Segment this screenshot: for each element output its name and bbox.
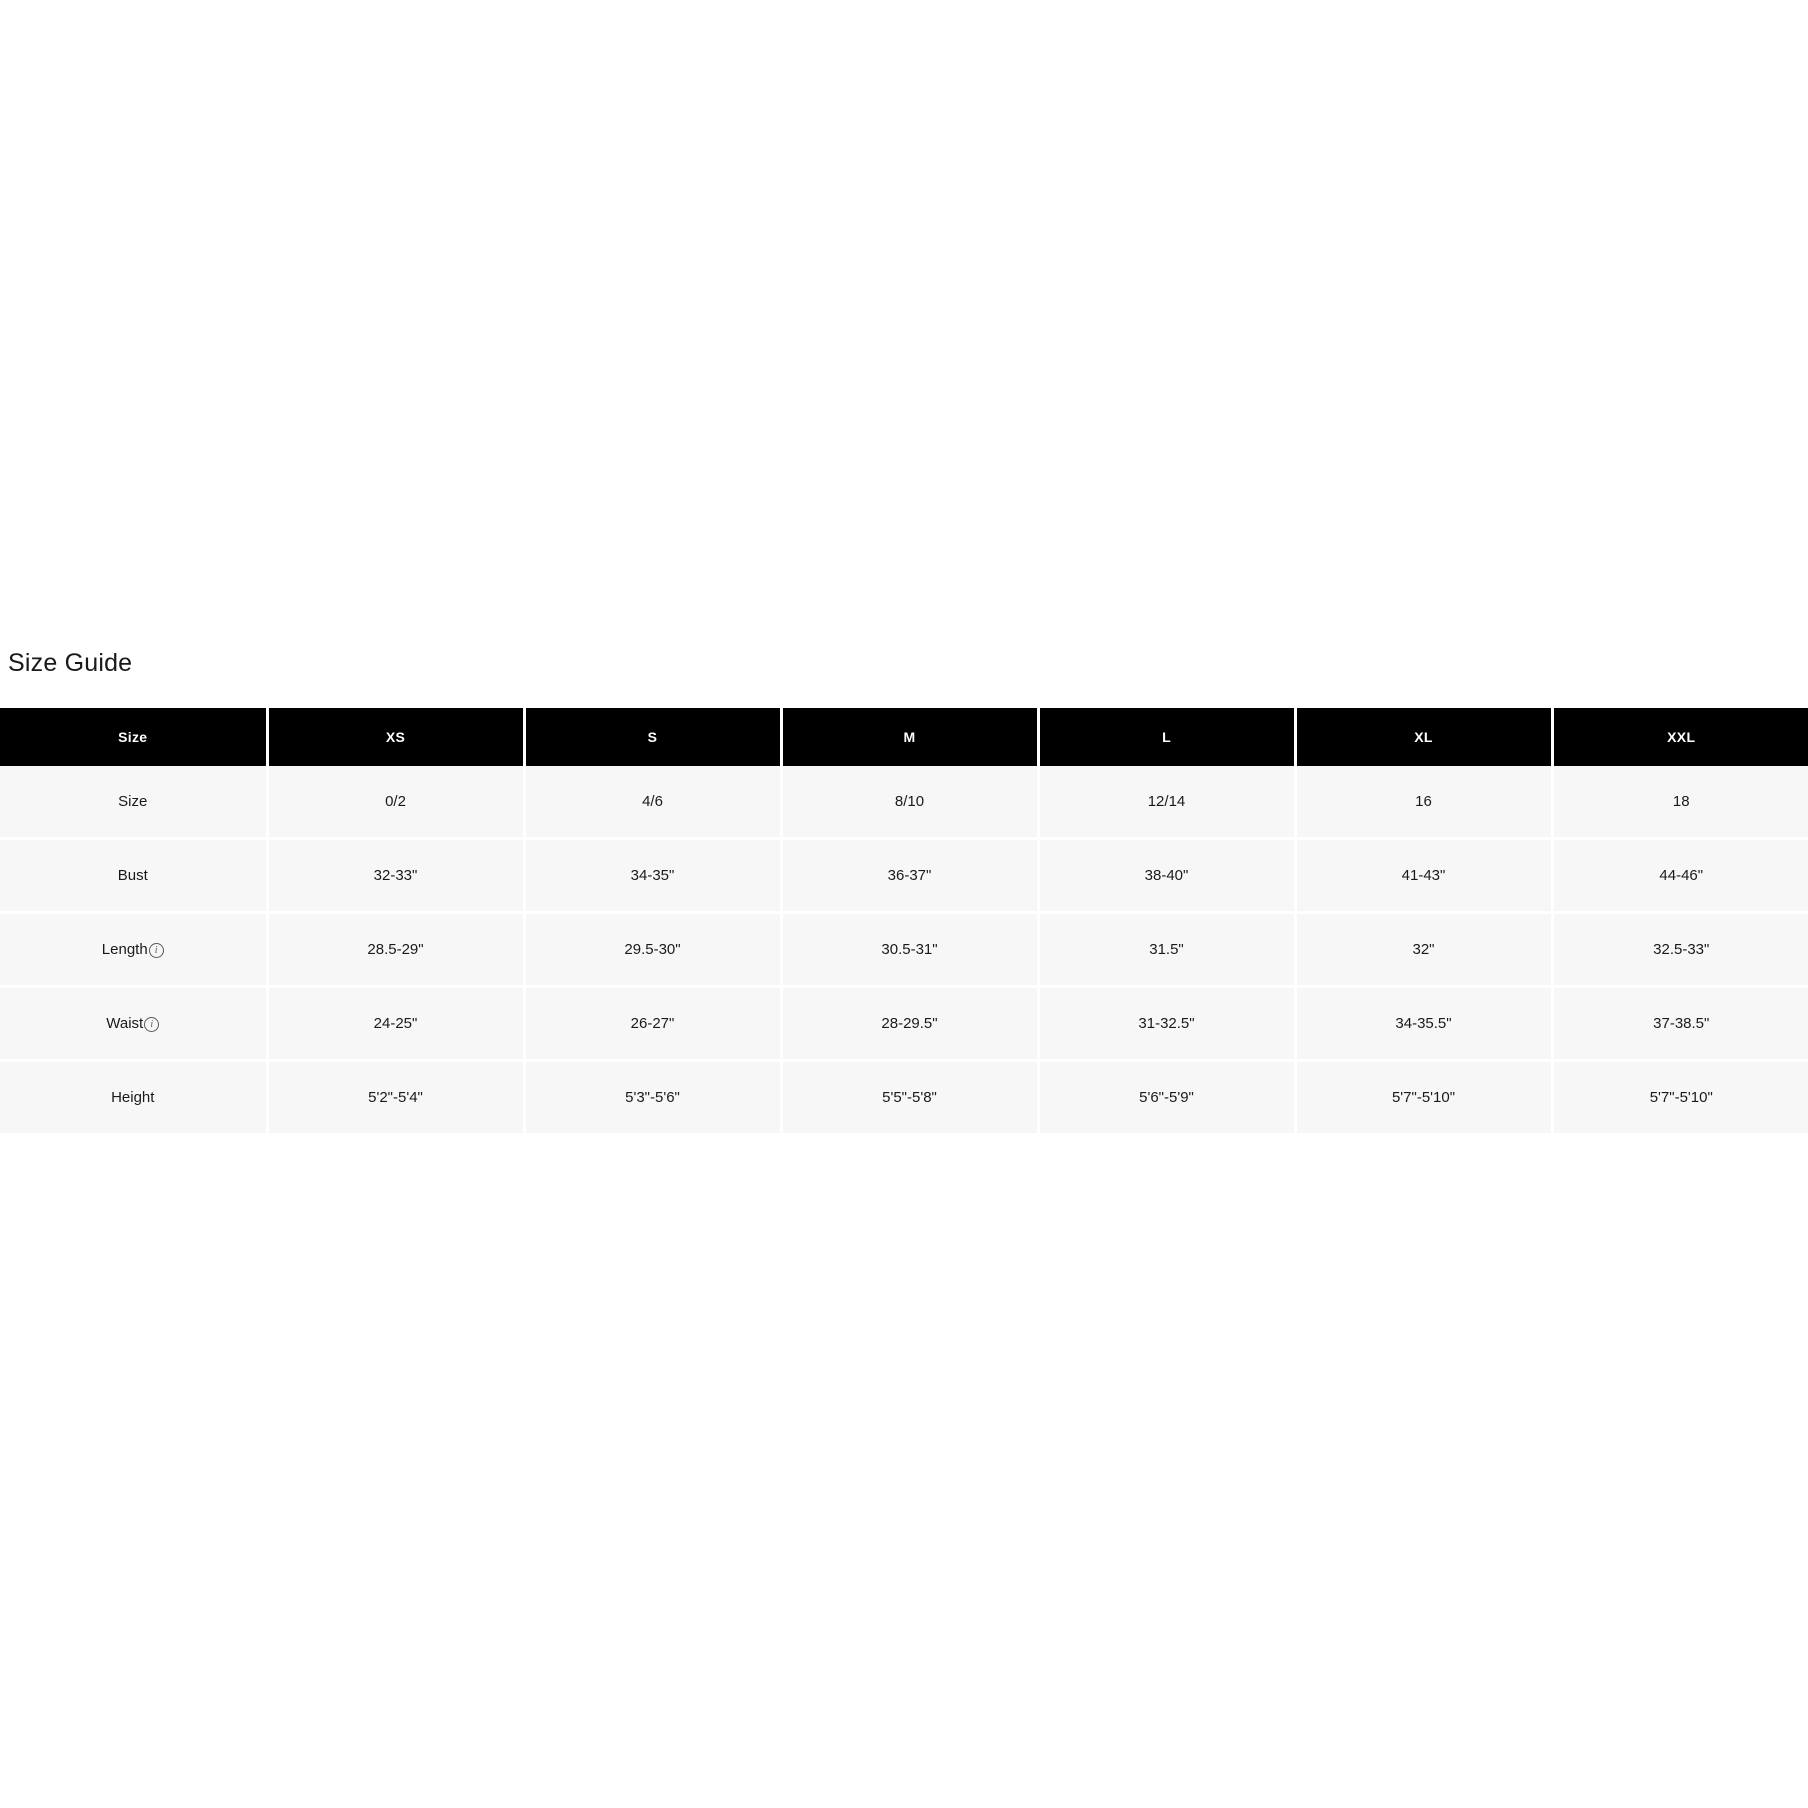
row-label-size <box>0 766 267 839</box>
cell-bust-l: 38-40" <box>1038 839 1295 913</box>
column-header-xs: XS <box>267 708 524 766</box>
cell-length-xs: 28.5-29" <box>267 913 524 987</box>
table-header <box>0 708 1808 766</box>
column-header-xl: XL <box>1295 708 1552 766</box>
cell-length-m: 30.5-31" <box>781 913 1038 987</box>
cell-waist-xs: 24-25" <box>267 987 524 1061</box>
size-guide-table <box>0 708 1808 1133</box>
table-row <box>0 1061 1808 1134</box>
cell-size-xl: 16 <box>1295 766 1552 839</box>
table-body <box>0 766 1808 1133</box>
cell-size-l: 12/14 <box>1038 766 1295 839</box>
row-label-height <box>0 1061 267 1134</box>
row-label-text: Size <box>118 793 148 810</box>
cell-size-s: 4/6 <box>524 766 781 839</box>
table-header-row <box>0 708 1808 766</box>
cell-length-l: 31.5" <box>1038 913 1295 987</box>
row-label-length <box>0 913 267 987</box>
cell-height-xxl: 5'7"-5'10" <box>1552 1061 1808 1134</box>
info-icon[interactable]: i <box>144 1017 159 1032</box>
cell-length-xxl: 32.5-33" <box>1552 913 1808 987</box>
row-label-text: Waist <box>106 1015 144 1032</box>
table-row <box>0 913 1808 987</box>
cell-bust-xxl: 44-46" <box>1552 839 1808 913</box>
cell-length-s: 29.5-30" <box>524 913 781 987</box>
row-label-waist <box>0 987 267 1061</box>
table-row <box>0 766 1808 839</box>
column-header-size: Size <box>0 708 267 766</box>
cell-waist-xxl: 37-38.5" <box>1552 987 1808 1061</box>
column-header-m: M <box>781 708 1038 766</box>
cell-waist-s: 26-27" <box>524 987 781 1061</box>
column-header-xxl: XXL <box>1552 708 1808 766</box>
cell-length-xl: 32" <box>1295 913 1552 987</box>
cell-waist-xl: 34-35.5" <box>1295 987 1552 1061</box>
cell-size-xxl: 18 <box>1552 766 1808 839</box>
cell-bust-xl: 41-43" <box>1295 839 1552 913</box>
cell-height-m: 5'5"-5'8" <box>781 1061 1038 1134</box>
table-row <box>0 839 1808 913</box>
cell-bust-xs: 32-33" <box>267 839 524 913</box>
row-label-bust <box>0 839 267 913</box>
page-title: Size Guide <box>8 649 133 677</box>
cell-waist-m: 28-29.5" <box>781 987 1038 1061</box>
cell-waist-l: 31-32.5" <box>1038 987 1295 1061</box>
size-guide-section <box>0 648 1808 1133</box>
column-header-s: S <box>524 708 781 766</box>
row-label-text: Bust <box>117 867 148 884</box>
cell-height-l: 5'6"-5'9" <box>1038 1061 1295 1134</box>
cell-height-xs: 5'2"-5'4" <box>267 1061 524 1134</box>
cell-height-xl: 5'7"-5'10" <box>1295 1061 1552 1134</box>
table-row <box>0 987 1808 1061</box>
row-label-text: Height <box>111 1089 155 1106</box>
cell-height-s: 5'3"-5'6" <box>524 1061 781 1134</box>
row-label-text: Length <box>101 941 148 958</box>
cell-bust-s: 34-35" <box>524 839 781 913</box>
cell-size-m: 8/10 <box>781 766 1038 839</box>
cell-bust-m: 36-37" <box>781 839 1038 913</box>
info-icon[interactable]: i <box>149 943 164 958</box>
column-header-l: L <box>1038 708 1295 766</box>
cell-size-xs: 0/2 <box>267 766 524 839</box>
